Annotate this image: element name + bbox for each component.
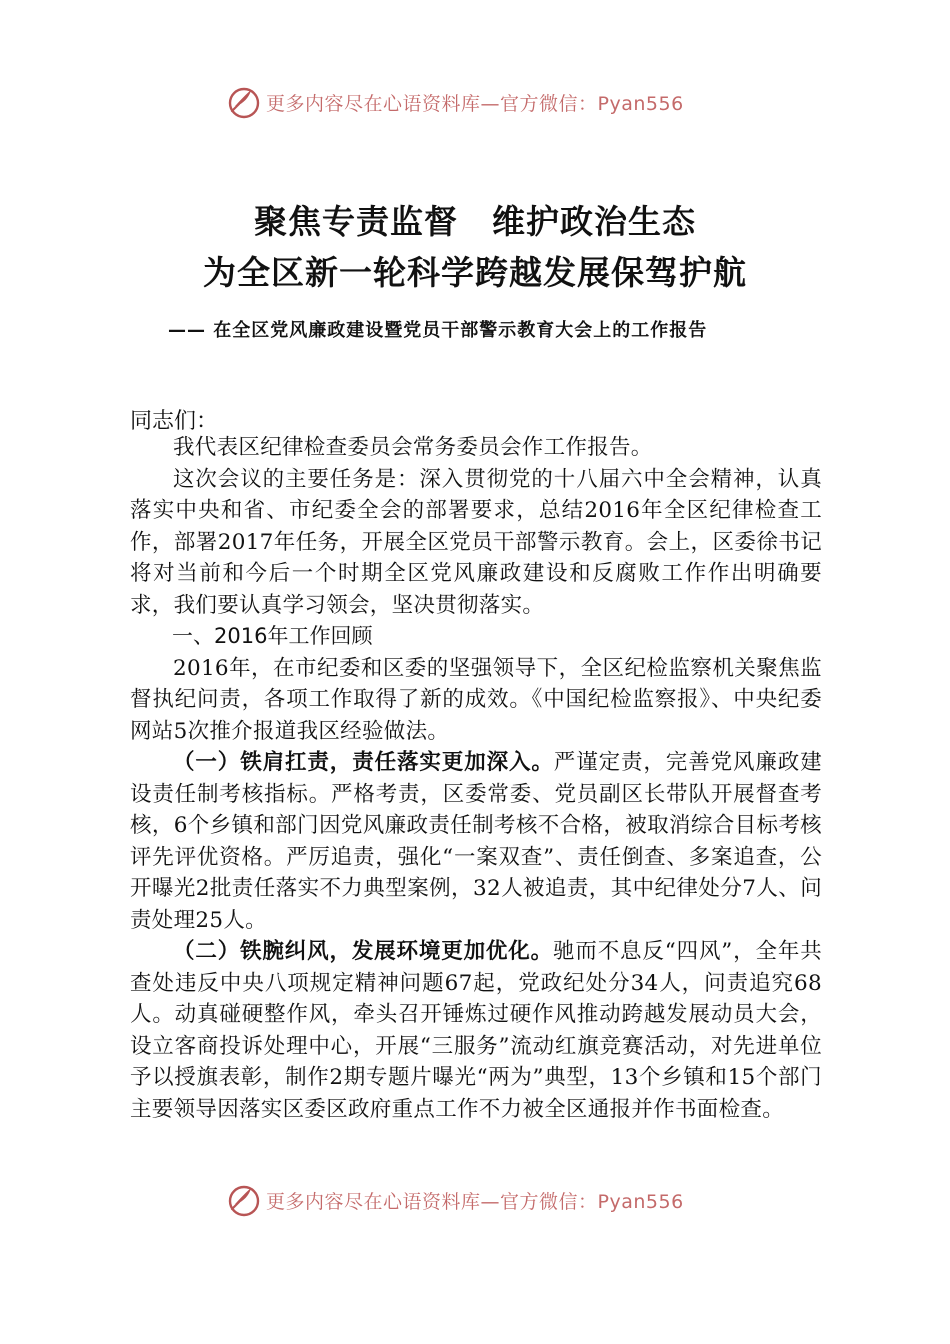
document-title-line2: 为全区新一轮科学跨越发展保驾护航 [203, 253, 747, 292]
watermark-text: 更多内容尽在心语资料库—官方微信：Pyan556 [266, 1190, 684, 1213]
paragraph: 2016年，在市纪委和区委的坚强领导下，全区纪检监察机关聚焦监督执纪问责，各项工作取得了新的成效。《中国纪检监察报》、中央纪委网站5次推介报道我区经验做法。 [130, 655, 822, 744]
document-subtitle: —— 在全区党风廉政建设暨党员干部警示教育大会上的工作报告 [168, 320, 708, 341]
item-body: 驰而不息反“四风”，全年共查处违反中央八项规定精神问题67起，党政纪处分34人，问责追究68人。动真碰硬整作风，牵头召开锤炼过硬作风推动跨越发展动员大会，设立客商投诉处理中心，开展“三服务”流动红旗竞赛活动，对先进单位予以授旗表彰，制作2期专题片曝光“两为”典型，13个乡镇和15个部门主要领导因落实区委区政府重点工作不力被全区通报并作书面检查。 [130, 939, 822, 1122]
quill-logo-icon [226, 1182, 262, 1218]
item-lead: （一）铁肩扛责，责任落实更加深入。 [173, 750, 554, 775]
list-item [130, 747, 822, 936]
paragraph: 我代表区纪律检查委员会常务委员会作工作报告。 [173, 435, 653, 460]
section-heading: 一、2016年工作回顾 [172, 624, 373, 648]
watermark-text: 更多内容尽在心语资料库—官方微信：Pyan556 [266, 92, 684, 115]
watermark-bottom [226, 1180, 746, 1220]
watermark-top [226, 82, 746, 122]
document-body [130, 432, 822, 1125]
paragraph: 这次会议的主要任务是：深入贯彻党的十八届六中全会精神，认真落实中央和省、市纪委全会的部署要求，总结2016年全区纪律检查工作，部署2017年任务，开展全区党员干部警示教育。会上，区委徐书记将对当前和今后一个时期全区党风廉政建设和反腐败工作作出明确要求，我们要认真学习领会，坚决贯彻落实。 [130, 466, 822, 618]
salutation: 同志们： [130, 409, 219, 434]
document-title-line1: 聚焦专责监督 维护政治生态 [254, 202, 696, 241]
item-body: 严谨定责，完善党风廉政建设责任制考核指标。严格考责，区委常委、党员副区长带队开展督查考核，6个乡镇和部门因党风廉政责任制考核不合格，被取消综合目标考核评先评优资格。严厉追责，强化“一案双查”、责任倒查、多案追查，公开曝光2批责任落实不力典型案例，32人被追责，其中纪律处分7人、问责处理25人。 [130, 750, 822, 933]
quill-logo-icon [226, 84, 262, 120]
list-item [130, 936, 822, 1125]
item-lead: （二）铁腕纠风，发展环境更加优化。 [173, 939, 553, 964]
